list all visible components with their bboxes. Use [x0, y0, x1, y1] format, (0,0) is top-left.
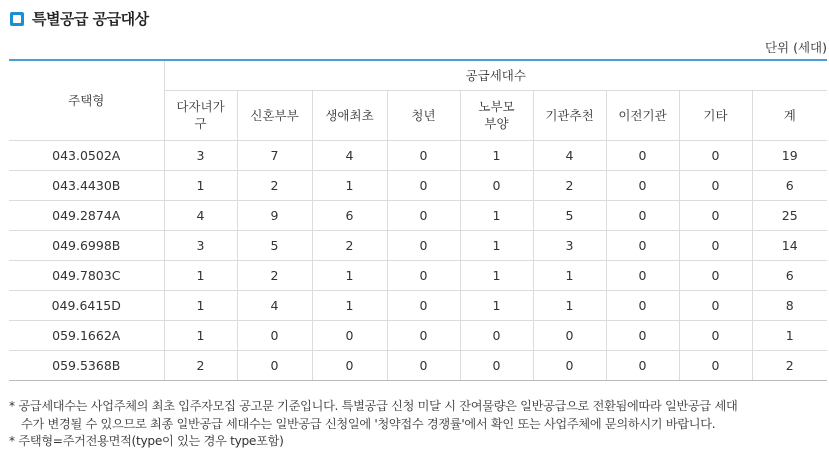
count-cell: 0 — [460, 170, 533, 200]
count-cell: 6 — [752, 170, 827, 200]
count-cell: 0 — [679, 260, 752, 290]
column-header: 계 — [752, 90, 827, 140]
count-cell: 4 — [312, 140, 387, 170]
column-header: 기관추천 — [533, 90, 606, 140]
count-cell: 0 — [533, 320, 606, 350]
count-cell: 2 — [237, 170, 312, 200]
count-cell: 0 — [679, 320, 752, 350]
count-cell: 1 — [460, 230, 533, 260]
table-row — [9, 320, 827, 350]
count-cell: 25 — [752, 200, 827, 230]
table-row — [9, 140, 827, 170]
column-header: 다자녀가 구 — [164, 90, 237, 140]
count-cell: 1 — [164, 170, 237, 200]
count-cell: 1 — [460, 290, 533, 320]
count-cell: 0 — [606, 350, 679, 380]
count-cell: 1 — [533, 260, 606, 290]
count-cell: 0 — [387, 140, 460, 170]
housing-type-cell: 049.6415D — [9, 290, 164, 320]
count-cell: 1 — [312, 290, 387, 320]
count-cell: 0 — [387, 260, 460, 290]
count-cell: 8 — [752, 290, 827, 320]
count-cell: 0 — [679, 200, 752, 230]
count-cell: 0 — [606, 260, 679, 290]
count-cell: 3 — [164, 230, 237, 260]
count-cell: 0 — [237, 320, 312, 350]
column-header: 청년 — [387, 90, 460, 140]
count-cell: 0 — [460, 350, 533, 380]
count-cell: 0 — [606, 140, 679, 170]
housing-type-cell: 049.6998B — [9, 230, 164, 260]
count-cell: 1 — [312, 260, 387, 290]
count-cell: 0 — [606, 290, 679, 320]
count-cell: 4 — [237, 290, 312, 320]
table-row — [9, 200, 827, 230]
count-cell: 1 — [164, 290, 237, 320]
count-cell: 2 — [312, 230, 387, 260]
count-cell: 2 — [237, 260, 312, 290]
count-cell: 7 — [237, 140, 312, 170]
section-title-text: 특별공급 공급대상 — [32, 10, 149, 28]
count-cell: 1 — [533, 290, 606, 320]
table-row — [9, 290, 827, 320]
count-cell: 2 — [164, 350, 237, 380]
supply-table — [9, 59, 827, 381]
count-cell: 5 — [237, 230, 312, 260]
count-cell: 0 — [387, 230, 460, 260]
count-cell: 0 — [679, 290, 752, 320]
group-header: 공급세대수 — [164, 60, 827, 90]
housing-type-cell: 043.4430B — [9, 170, 164, 200]
count-cell: 19 — [752, 140, 827, 170]
count-cell: 0 — [387, 200, 460, 230]
count-cell: 1 — [164, 320, 237, 350]
column-header: 이전기관 — [606, 90, 679, 140]
column-header: 신혼부부 — [237, 90, 312, 140]
count-cell: 0 — [312, 350, 387, 380]
footnote-1-continued: 수가 변경될 수 있으므로 최종 일반공급 세대수는 일반공급 신청일에 '청약접수 경쟁률'에서 확인 또는 사업주체에 문의하시기 바랍니다. — [21, 416, 716, 431]
count-cell: 4 — [533, 140, 606, 170]
count-cell: 0 — [387, 290, 460, 320]
table-row — [9, 230, 827, 260]
count-cell: 0 — [387, 350, 460, 380]
housing-type-cell: 049.7803C — [9, 260, 164, 290]
count-cell: 0 — [533, 350, 606, 380]
footnote-1: * 공급세대수는 사업주체의 최초 입주자모집 공고문 기준입니다. 특별공급 신청 미달 시 잔여물량은 일반공급으로 전환됨에따라 일반공급 세대 — [9, 399, 738, 413]
count-cell: 3 — [164, 140, 237, 170]
count-cell: 2 — [533, 170, 606, 200]
count-cell: 0 — [460, 320, 533, 350]
count-cell: 1 — [460, 260, 533, 290]
count-cell: 1 — [164, 260, 237, 290]
column-header: 기타 — [679, 90, 752, 140]
table-row — [9, 350, 827, 380]
type-header: 주택형 — [9, 60, 164, 140]
count-cell: 0 — [606, 170, 679, 200]
count-cell: 3 — [533, 230, 606, 260]
table-row — [9, 260, 827, 290]
count-cell: 0 — [312, 320, 387, 350]
unit-note: 단위 (세대) — [764, 40, 827, 55]
count-cell: 1 — [312, 170, 387, 200]
footnote-2: * 주택형=주거전용면적(type이 있는 경우 type포함) — [9, 434, 284, 448]
count-cell: 0 — [387, 320, 460, 350]
table-row — [9, 170, 827, 200]
count-cell: 6 — [752, 260, 827, 290]
count-cell: 0 — [679, 170, 752, 200]
count-cell: 0 — [679, 140, 752, 170]
count-cell: 0 — [387, 170, 460, 200]
housing-type-cell: 059.1662A — [9, 320, 164, 350]
housing-type-cell: 059.5368B — [9, 350, 164, 380]
housing-type-cell: 043.0502A — [9, 140, 164, 170]
count-cell: 4 — [164, 200, 237, 230]
table-body — [9, 140, 827, 380]
count-cell: 1 — [460, 200, 533, 230]
count-cell: 0 — [606, 230, 679, 260]
count-cell: 0 — [606, 320, 679, 350]
count-cell: 9 — [237, 200, 312, 230]
count-cell: 2 — [752, 350, 827, 380]
count-cell: 0 — [237, 350, 312, 380]
count-cell: 14 — [752, 230, 827, 260]
section-title — [10, 8, 149, 29]
count-cell: 0 — [679, 230, 752, 260]
count-cell: 6 — [312, 200, 387, 230]
housing-type-cell: 049.2874A — [9, 200, 164, 230]
count-cell: 0 — [606, 200, 679, 230]
count-cell: 0 — [679, 350, 752, 380]
count-cell: 1 — [460, 140, 533, 170]
column-header: 노부모 부양 — [460, 90, 533, 140]
square-bullet-icon — [10, 12, 24, 26]
footnotes — [9, 398, 737, 451]
column-header: 생애최초 — [312, 90, 387, 140]
count-cell: 1 — [752, 320, 827, 350]
count-cell: 5 — [533, 200, 606, 230]
